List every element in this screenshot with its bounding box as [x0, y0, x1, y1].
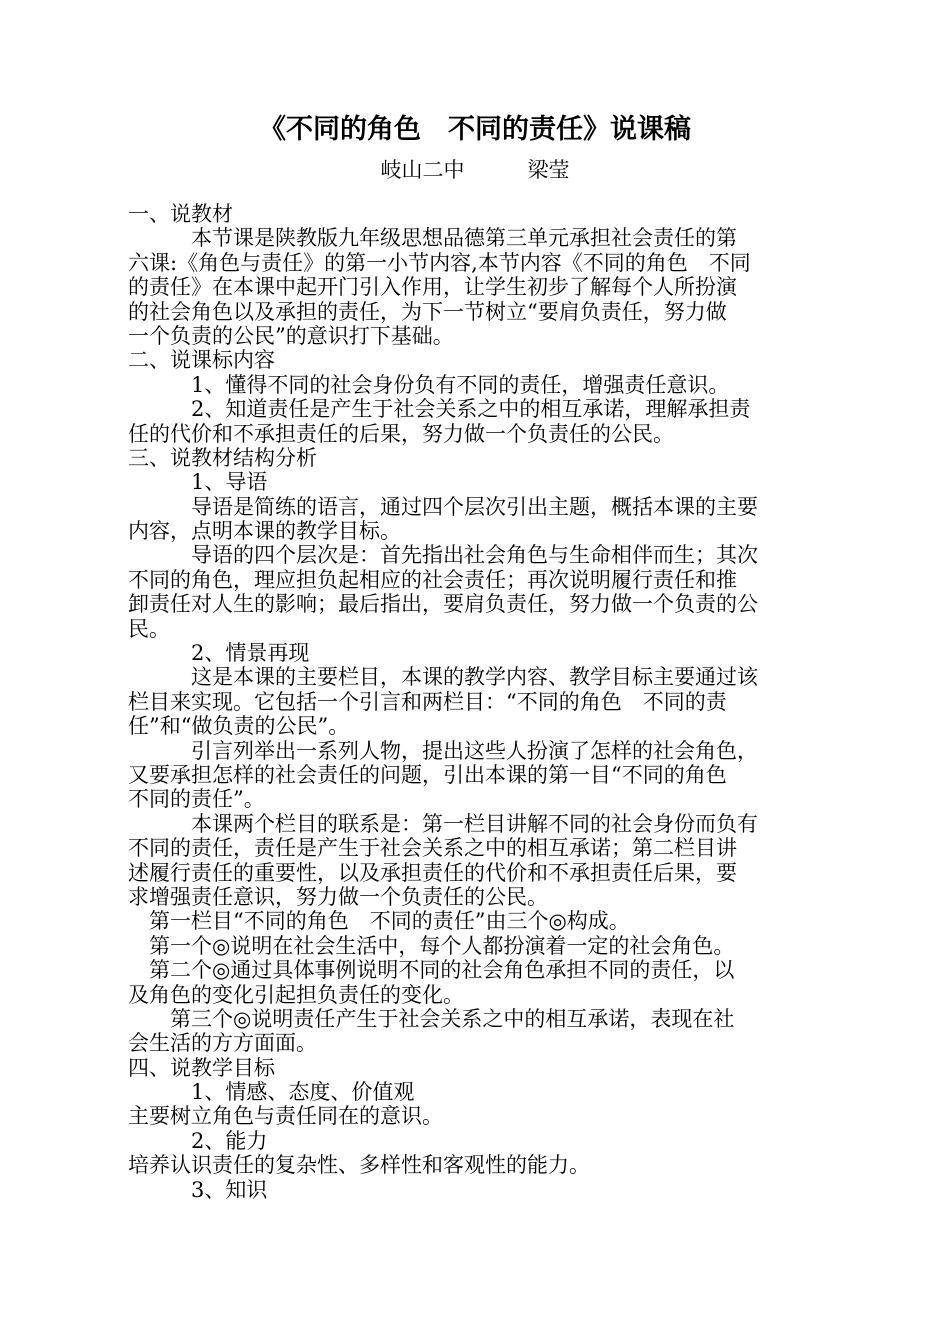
author-byline: 岐山二中 梁莹 [380, 158, 570, 182]
paragraph-line: 任”和“做负责的公民”。 [128, 714, 350, 739]
paragraph-line: 培养认识责任的复杂性、多样性和客观性的能力。 [128, 1153, 590, 1178]
section-heading: 三、说教材结构分析 [128, 445, 317, 470]
paragraph-line: 引言列举出一系列人物，提出这些人扮演了怎样的社会角色， [128, 738, 758, 763]
paragraph-line: 及角色的变化引起担负责任的变化。 [128, 982, 464, 1007]
paragraph-line: 的责任》在本课中起开门引入作用，让学生初步了解每个人所扮演 [128, 275, 737, 300]
document-title: 《不同的角色 不同的责任》说课稿 [259, 114, 691, 145]
paragraph-line: 求增强责任意识，努力做一个负责任的公民。 [128, 884, 548, 909]
paragraph-line: 主要树立角色与责任同在的意识。 [128, 1104, 443, 1129]
paragraph-line: 不同的责任，责任是产生于社会关系之中的相互承诺；第二栏目讲 [128, 836, 737, 861]
paragraph-line: 民。 [128, 616, 170, 641]
subsection-heading: 3、知识 [128, 1177, 268, 1202]
paragraph-line: 又要承担怎样的社会责任的问题，引出本课的第一目“不同的角色 [128, 762, 727, 787]
paragraph-line: 栏目来实现。它包括一个引言和两栏目：“不同的角色 不同的责 [128, 689, 727, 714]
paragraph-line: 不同的角色，理应担负起相应的社会责任；再次说明履行责任和推 [128, 567, 737, 592]
paragraph-line: 导语的四个层次是：首先指出社会角色与生命相伴而生；其次 [128, 543, 758, 568]
paragraph-line: 一个负责的公民”的意识打下基础。 [128, 323, 454, 348]
paragraph-line: 这是本课的主要栏目，本课的教学内容、教学目标主要通过该 [128, 665, 758, 690]
paragraph-line: 第二个◎通过具体事例说明不同的社会角色承担不同的责任，以 [128, 958, 735, 983]
subsection-heading: 2、能力 [128, 1128, 268, 1153]
document-body [128, 202, 824, 1202]
section-heading: 四、说教学目标 [128, 1055, 275, 1080]
subsection-heading: 1、情感、态度、价值观 [128, 1080, 415, 1105]
section-heading: 二、说课标内容 [128, 348, 275, 373]
paragraph-line: 六课:《角色与责任》的第一小节内容,本节内容《不同的角色 不同 [128, 250, 751, 275]
paragraph-line: 的社会角色以及承担的责任，为下一节树立“要肩负责任，努力做 [128, 299, 727, 324]
paragraph-line: 述履行责任的重要性，以及承担责任的代价和不承担责任后果，要 [128, 860, 737, 885]
paragraph-line: 会生活的方方面面。 [128, 1031, 317, 1056]
paragraph-line: 卸责任对人生的影响；最后指出，要肩负责任，努力做一个负责的公 [128, 592, 758, 617]
paragraph-line: 1、懂得不同的社会身份负有不同的责任，增强责任意识。 [128, 372, 730, 397]
paragraph-line: 不同的责任”。 [128, 787, 265, 812]
paragraph-line: 2、知道责任是产生于社会关系之中的相互承诺，理解承担责 [128, 397, 751, 422]
paragraph-line: 内容，点明本课的教学目标。 [128, 519, 401, 544]
paragraph-line: 本课两个栏目的联系是：第一栏目讲解不同的社会身份而负有 [128, 811, 758, 836]
paragraph-line: 第一个◎说明在社会生活中，每个人都扮演着一定的社会角色。 [128, 933, 735, 958]
paragraph-line: 第一栏目“不同的角色 不同的责任”由三个◎构成。 [128, 909, 630, 934]
subsection-heading: 2、情景再现 [128, 641, 310, 666]
paragraph-line: 第三个◎说明责任产生于社会关系之中的相互承诺，表现在社 [128, 1006, 735, 1031]
paragraph-line: 导语是简练的语言，通过四个层次引出主题，概括本课的主要 [128, 494, 758, 519]
paragraph-line: 任的代价和不承担责任的后果，努力做一个负责任的公民。 [128, 421, 674, 446]
section-heading: 一、说教材 [128, 202, 233, 226]
subsection-heading: 1、导语 [128, 470, 268, 495]
paragraph-line: 本节课是陕教版九年级思想品德第三单元承担社会责任的第 [128, 226, 737, 251]
